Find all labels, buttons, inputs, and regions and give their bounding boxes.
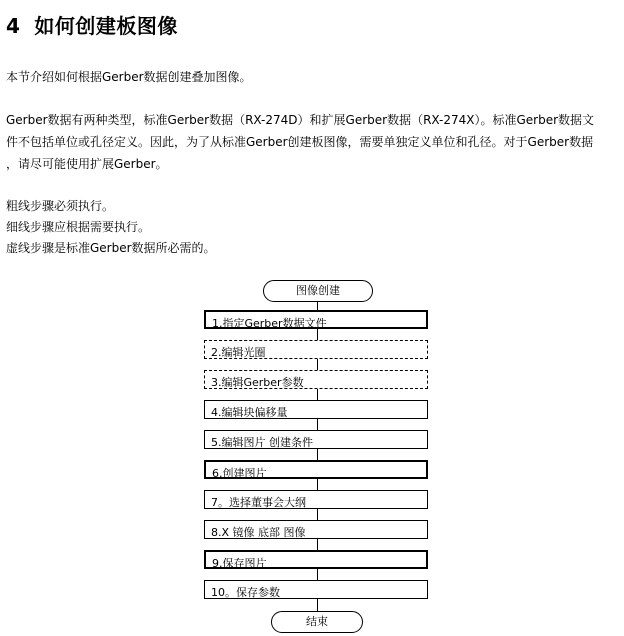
flow-step-10 xyxy=(204,580,428,599)
flow-step-2 xyxy=(204,340,428,359)
flow-step-5 xyxy=(204,430,428,449)
section-number: 4 xyxy=(6,14,21,38)
legend-dashed-note: 虚线步骤是标准Gerber数据所必需的。 xyxy=(6,241,216,255)
legend-thin-note: 细线步骤应根据需要执行。 xyxy=(6,220,151,234)
flow-step-label: 8.X 镜像 底部 图像 xyxy=(211,526,306,539)
flow-step-label: 3.编辑Gerber参数 xyxy=(211,376,304,389)
flow-start-terminal: 图像创建 xyxy=(263,280,373,302)
flow-step-label: 7。选择董事会大纲 xyxy=(211,496,306,509)
flow-step-9 xyxy=(204,550,428,569)
description-line: ，请尽可能使用扩展Gerber。 xyxy=(6,157,168,171)
flow-step-label: 6.创建图片 xyxy=(212,467,267,480)
flow-step-label: 10。保存参数 xyxy=(211,586,280,599)
flow-step-label: 2.编辑光圈 xyxy=(211,346,266,359)
section-title: 如何创建板图像 xyxy=(34,14,178,38)
flow-step-label: 5.编辑图片 创建条件 xyxy=(211,436,313,449)
flow-end-terminal: 结束 xyxy=(271,611,363,633)
flow-step-label: 9.保存图片 xyxy=(212,557,267,570)
intro-paragraph: 本节介绍如何根据Gerber数据创建叠加图像。 xyxy=(6,70,252,84)
description-line: Gerber数据有两种类型，标准Gerber数据（RX-274D）和扩展Gerber数据（RX-274X）。标准Gerber数据文 xyxy=(6,113,595,127)
flow-step-3 xyxy=(204,370,428,389)
flow-step-8 xyxy=(204,520,428,539)
description-line: 件不包括单位或孔径定义。因此，为了从标准Gerber创建板图像，需要单独定义单位和孔径。对于Gerber数据 xyxy=(6,135,594,149)
flow-step-7 xyxy=(204,490,428,509)
flow-step-4 xyxy=(204,400,428,419)
legend-thick-note: 粗线步骤必须执行。 xyxy=(6,199,115,213)
flow-step-6 xyxy=(204,460,428,479)
flow-step-1 xyxy=(204,310,428,329)
flow-step-label: 4.编辑块偏移量 xyxy=(211,406,288,419)
flow-step-label: 1.指定Gerber数据文件 xyxy=(212,317,327,330)
